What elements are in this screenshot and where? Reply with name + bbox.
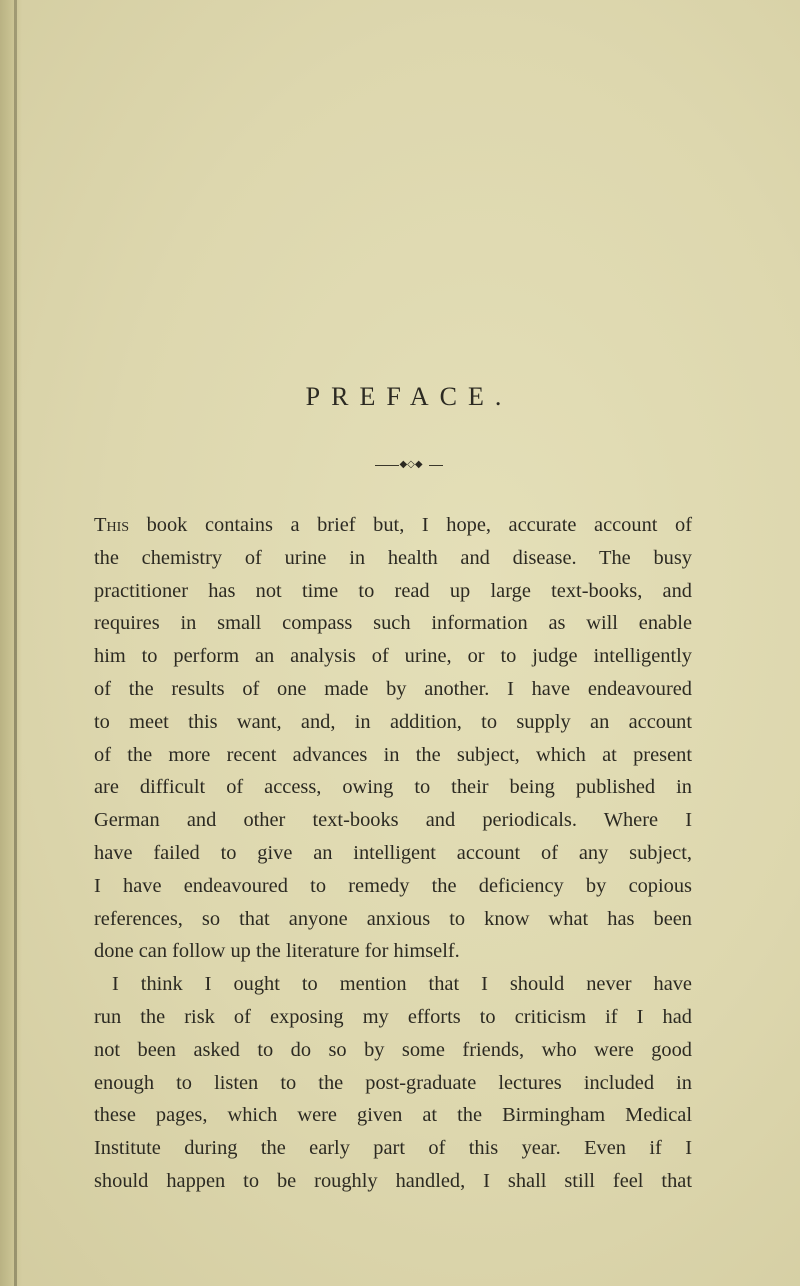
text-line: run the risk of exposing my efforts to criticism if I had <box>94 1005 692 1028</box>
ornament-diamond-icon: ◆◇◆ <box>399 459 423 471</box>
text-line: This book contains a brief but, I hope, accurate account of <box>94 514 692 536</box>
text-line: not been asked to do so by some friends, who were good <box>94 1038 692 1061</box>
text-line: him to perform an analysis of urine, or to judge intelligently <box>94 645 692 668</box>
text-line: done can follow up the literature for himself. <box>94 940 460 963</box>
text-line: requires in small compass such information as will enable <box>94 612 692 635</box>
first-word-smallcaps: This <box>94 514 130 536</box>
preface-heading: PREFACE. <box>305 382 513 411</box>
ornament-rule-right <box>429 465 443 466</box>
text-line: to meet this want, and, in addition, to supply an account <box>94 710 692 733</box>
text-line: references, so that anyone anxious to know what has been <box>94 907 692 930</box>
binding-edge <box>14 0 17 1286</box>
page-spine-shadow <box>0 0 22 1286</box>
text-line: are difficult of access, owing to their being published in <box>94 776 692 799</box>
text-line: practitioner has not time to read up large text-books, and <box>94 579 692 602</box>
text-line: Institute during the early part of this year. Even if I <box>94 1137 692 1160</box>
text-line: I think I ought to mention that I should never have <box>112 973 692 996</box>
text-line: the chemistry of urine in health and disease. The busy <box>94 546 692 569</box>
divider-ornament <box>0 458 800 471</box>
text-line: have failed to give an intelligent account of any subject, <box>94 841 692 864</box>
text-line: I have endeavoured to remedy the deficiency by copious <box>94 874 692 897</box>
text-line: of the results of one made by another. I have endeavoured <box>94 677 692 700</box>
text-line: should happen to be roughly handled, I shall still feel that <box>94 1169 692 1192</box>
preface-body <box>94 509 692 1198</box>
text-line: enough to listen to the post-graduate lectures included in <box>94 1071 692 1094</box>
text-line: these pages, which were given at the Birmingham Medical <box>94 1104 692 1127</box>
ornament-rule-left <box>375 465 399 466</box>
text-line: German and other text-books and periodicals. Where I <box>94 809 692 832</box>
text-line: of the more recent advances in the subject, which at present <box>94 743 692 766</box>
